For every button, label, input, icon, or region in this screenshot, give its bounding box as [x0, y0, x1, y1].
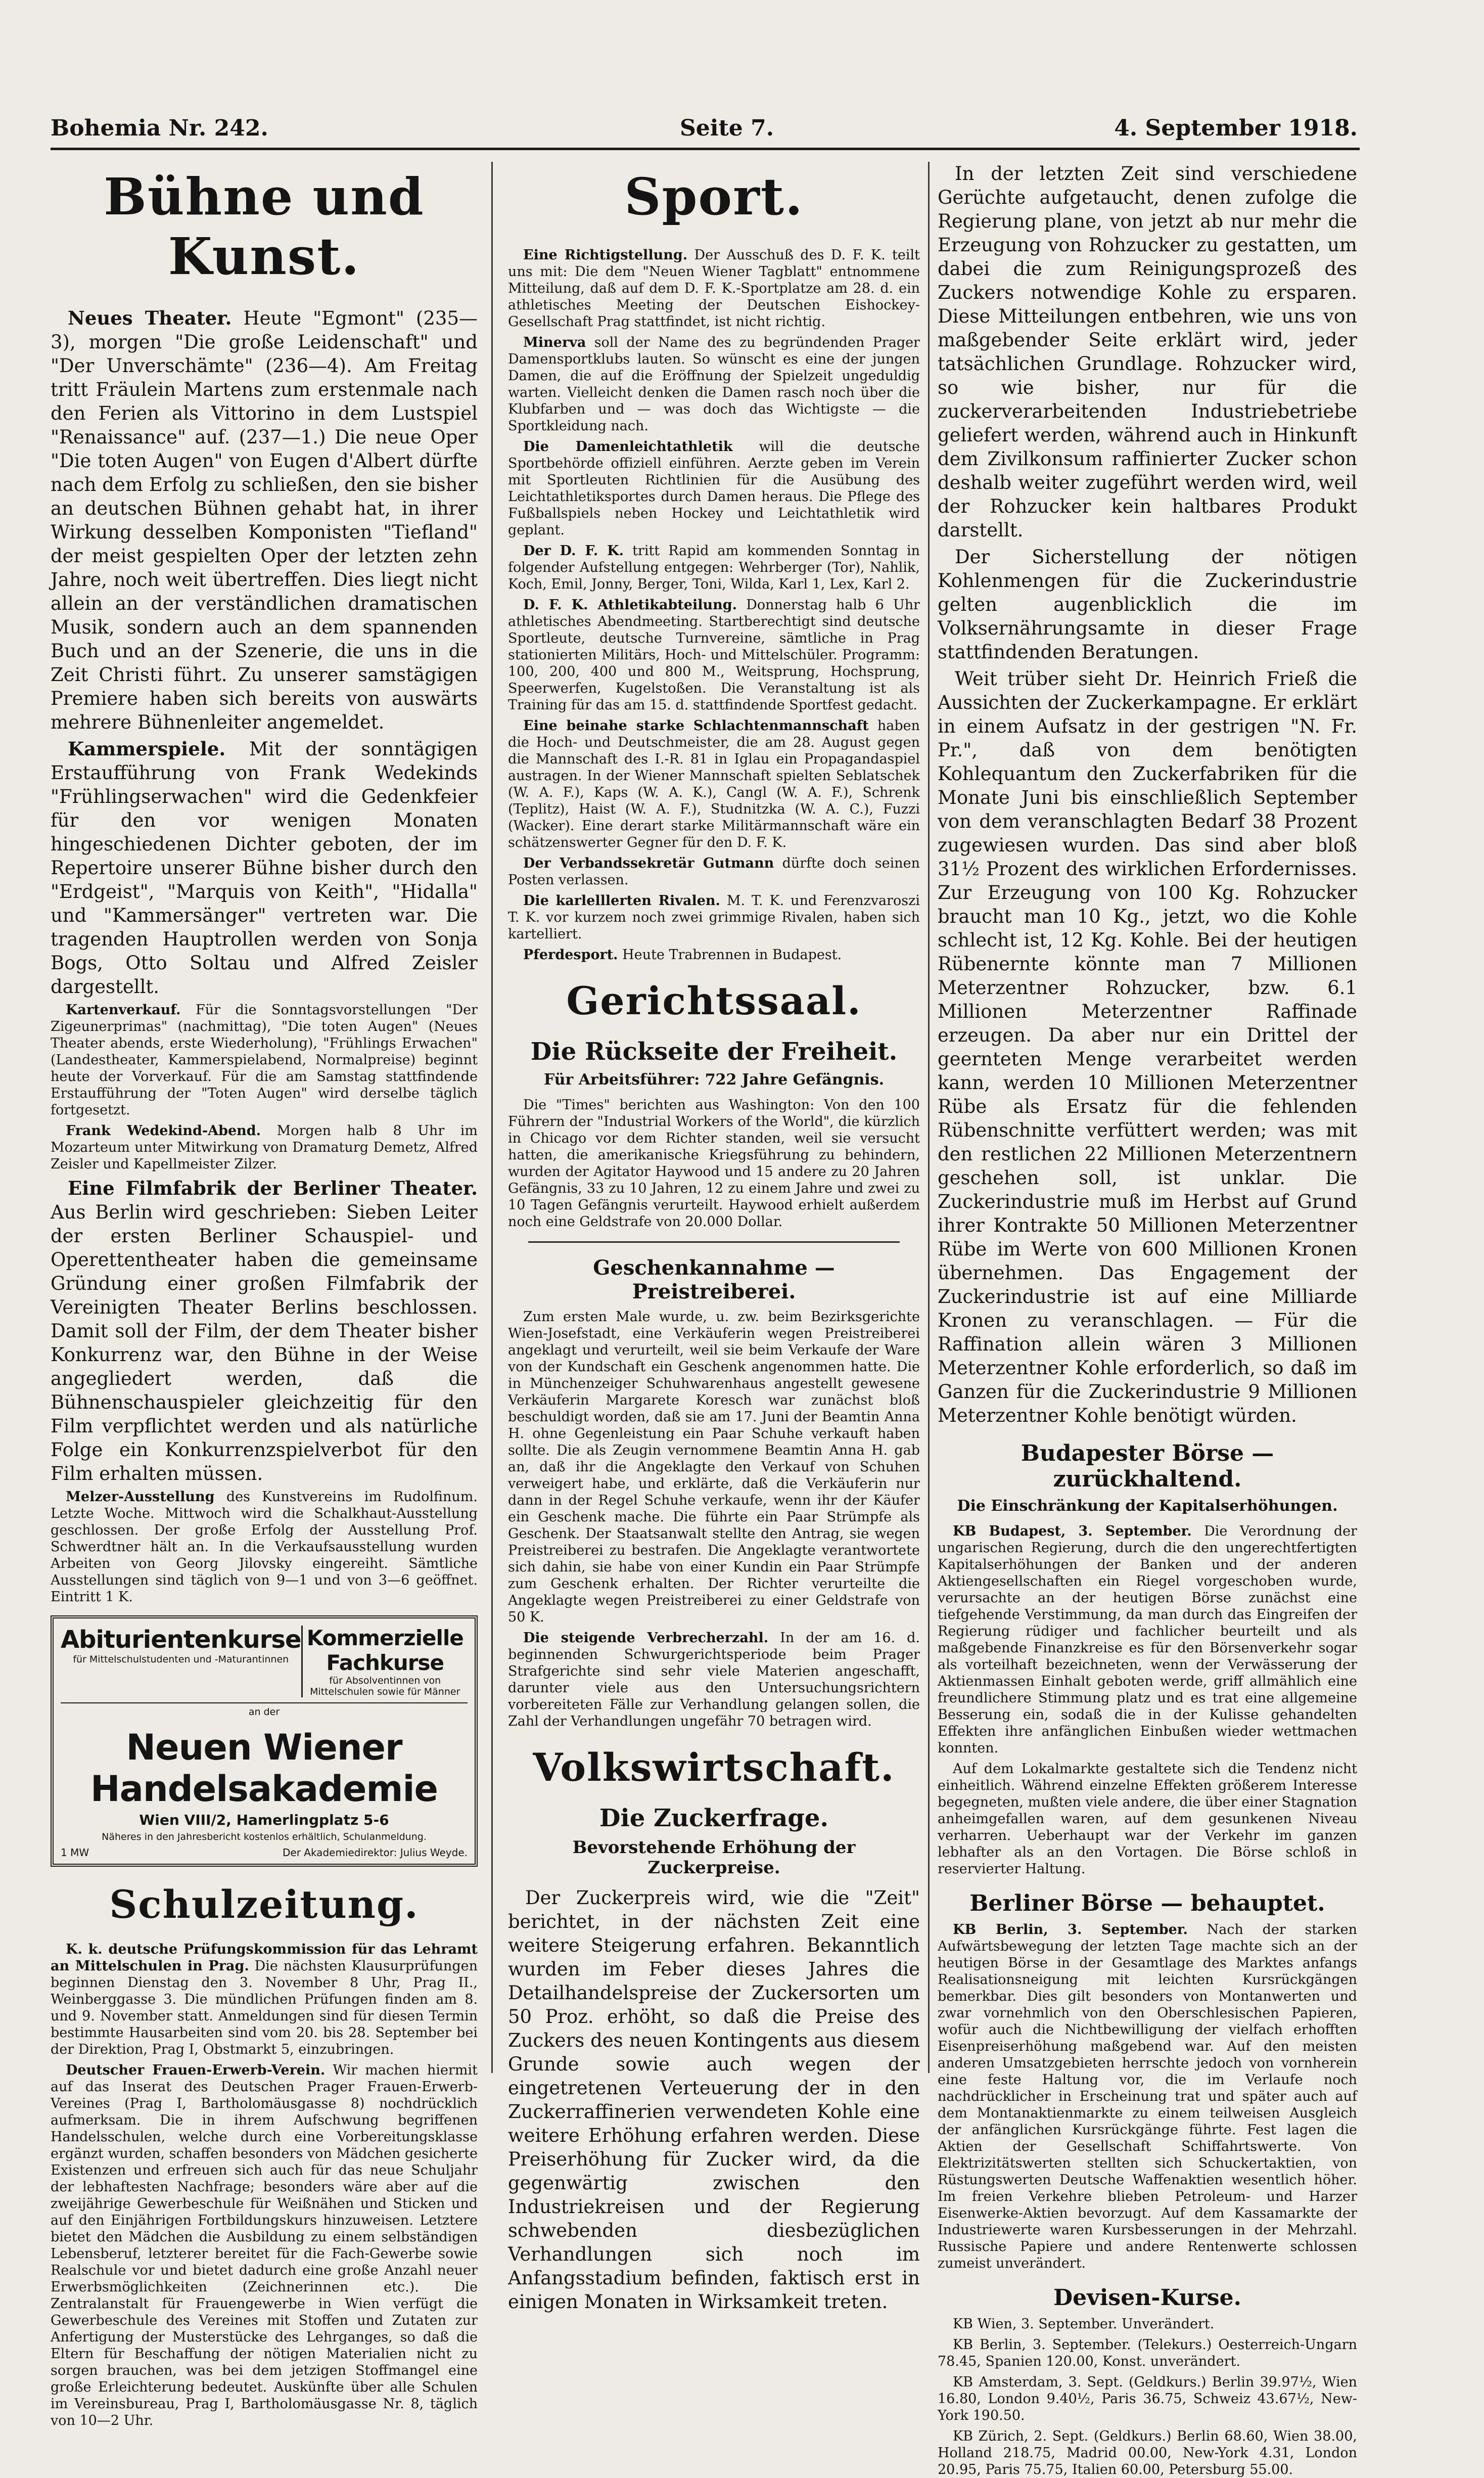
- section-title-gerichtssaal: Gerichtssaal.: [566, 978, 862, 1023]
- ad-right-sub: für Absolventinnen von Mittelschulen sowie für Männer: [310, 1675, 460, 1697]
- page-number: Seite 7.: [680, 115, 774, 141]
- headline-zuckerfrage: Die Zuckerfrage.: [599, 1804, 829, 1832]
- ad-right-block: [303, 1626, 468, 1697]
- sport-militaermannschaft: Eine beinahe starke Schlachtenmannschaft haben die Hoch- und Deutschmeister, die am 28. August gegen die Mannschaft des I.-R. 81 in Iglau ein Propagandaspiel austragen. In der Wiener Mannschaft spielten Seblatschek (W. A. F.), Kaps (W. A. K.), Cangl (W. A. F.), Schrenk (Teplitz), Haist (W. A. F.), Studnitzka (W. A. C.), Fuzzi (Wacker). Eine derart starke Militärmannschaft wäre ein schätzenswerter Gegner für den D. F. K.: [508, 718, 920, 850]
- ad-left-sub: für Mittelschulstudenten und -Maturantinnen: [73, 1654, 289, 1665]
- ad-footer-code: 1 MW: [61, 1846, 89, 1859]
- sport-athletikabteilung: D. F. K. Athletikabteilung. Donnerstag halb 6 Uhr athletisches Abendmeeting. Startberechtigt sind deutsche Sportleute, deutsche Turnvereine, sämtliche in Prag stationierten Militärs, Hoch- und Mittelschüler. Programm: 100, 200, 400 und 800 M., Weitsprung, Hochsprung, Speerwerfen, Kugelstoßen. Die Veranstaltung ist als Training für das am 15. d. stattfindende Sportfest gedacht.: [508, 597, 920, 713]
- section-title-sport: Sport.: [624, 167, 804, 227]
- ad-school-name: Neuen Wiener Handelsakademie: [90, 1727, 438, 1810]
- column-rule-1: [491, 162, 493, 2073]
- subheadline-rueckseite-freiheit: Für Arbeitsführer: 722 Jahre Gefängnis.: [543, 1071, 885, 1089]
- sport-dfk-aufstellung: Der D. F. K. tritt Rapid am kommenden Sonntag in folgender Aufstellung entgegen: Wehrberger (Tor), Nahlik, Koch, Emil, Jonny, Berger, Toni, Wilda, Karl 1, Lex, Karl 2.: [508, 543, 920, 592]
- notice-kartenverkauf: Kartenverkauf. Für die Sonntagsvorstellungen "Der Zigeunerprimas" (nachmittag), "Die toten Augen" (Neues Theater abends, erste Wiederholung), "Frühlings Erwachen" (Landestheater, Kammerspielabend, Normalpreise) beginnt heute der Vorverkauf. Für die am Samstag stattfindende Erstaufführung der "Toten Augen" wird derselbe täglich fortgesetzt.: [51, 1002, 478, 1118]
- article-rueckseite-freiheit: Die "Times" berichten aus Washington: Von den 100 Führern der "Industrial Workers of the World", die kürzlich in Chicago vor dem Richter standen, weil sie versucht hatten, die amerikanische Kriegsführung zu behindern, wurden der Agitator Haywood und 15 andere zu 20 Jahren Gefängnis, 33 zu 10 Jahren, 12 zu einem Jahre und zwei zu 10 Tagen Gefängnis verurteilt. Haywood erhielt außerdem noch eine Geldstrafe von 20.000 Dollar.: [508, 1097, 920, 1230]
- ad-note: Näheres in den Jahresbericht kostenlos erhältlich, Schulanmeldung.: [102, 1831, 427, 1842]
- column-rule-2: [928, 162, 930, 2073]
- notice-wedekind-abend: Frank Wedekind-Abend. Morgen halb 8 Uhr im Mozarteum unter Mitwirkung von Dramaturg Demetz, Alfred Zeisler und Kapellmeister Zilzer.: [51, 1123, 478, 1172]
- headline-budapester-boerse: Budapester Börse — zurückhaltend.: [1021, 1440, 1274, 1492]
- article-neues-theater: Neues Theater. Heute "Egmont" (235—3), morgen "Die große Leidenschaft" und "Der Unverschämte" (236—4). Am Freitag tritt Fräulein Martens zum erstenmale nach den Ferien als Vittorino in dem Lustspiel "Renaissance" auf. (237—1.) Die neue Oper "Die toten Augen" von Eugen d'Albert dürfte nach dem Erfolg zu schließen, den sie bisher an deutschen Bühnen gehabt hat, in ihrer Wirkung desselben Komponisten "Tiefland" der meist gespielten Oper der letzten zehn Jahre, noch weit übertreffen. Dies liegt nicht allein an der verständlichen dramatischen Musik, sondern auch an dem spannenden Buch und an der Szenerie, die uns in die Zeit Christi führt. Zu unserer samstägigen Premiere haben sich bereits von auswärts mehrere Bühnenleiter angemeldet.: [51, 307, 478, 733]
- divider: [528, 1241, 900, 1243]
- column-2: [508, 162, 920, 2313]
- subheadline-zuckerpreise: Bevorstehende Erhöhung der Zuckerpreise.: [572, 1837, 856, 1878]
- devisen-amsterdam: KB Amsterdam, 3. Sept. (Geldkurs.) Berlin 39.97½, Wien 16.80, London 9.40½, Paris 36.75, Schweiz 43.67½, New-York 190.50.: [938, 2374, 1357, 2423]
- ad-footer: [61, 1846, 468, 1859]
- notice-melzer-ausstellung: Melzer-Ausstellung des Kunstvereins im Rudolfinum. Letzte Woche. Mittwoch wird die Schalkhaut-Ausstellung geschlossen. Der große Erfolg der Ausstellung Prof. Schwerdtner hält an. In die Verkaufsausstellung wurden Arbeiten von Georg Jilovsky eingereiht. Sämtliche Ausstellungen sind täglich von 9—1 und von 3—6 geöffnet. Eintritt 1 K.: [51, 1489, 478, 1605]
- headline-rueckseite-freiheit: Die Rückseite der Freiheit.: [530, 1038, 898, 1066]
- issue-number: Bohemia Nr. 242.: [51, 115, 268, 141]
- sport-damenleichtathletik: Die Damenleichtathletik will die deutsche Sportbehörde offiziell einführen. Aerzte geben im Verein mit Sportleuten Richtlinien für die Ausübung des Leichtathletiksportes durch Damen heraus. Die Pflege des Fußballspiels neben Hockey und Leichtathletik wird geplant.: [508, 439, 920, 538]
- subheadline-kapitalserhoehungen: Die Einschränkung der Kapitalserhöhungen.: [957, 1497, 1338, 1515]
- ad-top-row: [61, 1626, 468, 1703]
- ad-an-der: an der: [248, 1706, 280, 1718]
- column-1: [51, 162, 478, 2428]
- sport-verbandssekretaer: Der Verbandssekretär Gutmann dürfte doch seinen Posten verlassen.: [508, 855, 920, 888]
- devisen-zuerich: KB Zürich, 2. Sept. (Geldkurs.) Berlin 68.60, Wien 38.00, Holland 218.75, Madrid 00.00, New-York 4.31, London 20.95, Paris 75.75, Italien 60.00, Petersburg 55.00.: [938, 2428, 1357, 2477]
- sport-pferdesport: Pferdesport. Heute Trabrennen in Budapest.: [523, 947, 842, 963]
- report-berlin: KB Berlin, 3. September. Nach der starken Aufwärtsbewegung der letzten Tage machte sich an der heutigen Börse in der Gesamtlage des Marktes anfangs Realisationsneigung mit leichten Kursrückgängen bemerkbar. Dies gilt besonders von Montanwerten und zwar vornehmlich von den Oberschlesischen Papieren, wofür auch die Nichtbewilligung der vielfach erhofften Eisenpreiserhöhung maßgebend war. Auf den meisten anderen Umsatzgebieten herrschte jedoch von vornherein eine feste Haltung vor, die im Verlaufe noch nachdrücklicher in Erscheinung trat und später auch auf dem Montanaktienmarkte zu einem teilweisen Ausgleich der anfänglichen Kursrückgänge führte. Fest lagen die Aktien der Gesellschaft Schiffahrtswerte. Von Elektrizitätswerten stellten sich Schuckertaktien, von Rüstungswerten Deutsche Waffenaktien wesentlich höher. Im freien Verkehre blieben Petroleum- und Harzer Eisenwerke-Aktien bevorzugt. Auf dem Kassamarkte der Industriewerte waren Kursbesserungen in der Mehrzahl. Russische Papiere und andere Rentenwerte schlossen zumeist unverändert.: [938, 1922, 1357, 2271]
- devisen-wien: KB Wien, 3. September. Unverändert.: [953, 2316, 1215, 2332]
- section-title-buehne: Bühne und Kunst.: [104, 167, 425, 286]
- article-geschenkannahme: Zum ersten Male wurde, u. zw. beim Bezirksgerichte Wien-Josefstadt, eine Verkäuferin wegen Preistreiberei angeklagt und verurteilt, weil sie beim Verkaufe der Ware von der Kundschaft ein Geschenk angenommen hatte. Die in Münchenzeiger Schuhwarenhaus angestellt gewesene Verkäuferin Margarete Koresch war zunächst bloß beschuldigt worden, daß sie am 17. Juni der Beamtin Anna H. ohne Gegenleistung ein Paar Schuhe verkauft haben sollte. Die als Zeugin vernommene Beamtin Anna H. gab an, daß ihr die Angeklagte den Verkauf von Schuhen verweigert habe, und erklärte, daß die Verkäuferin nur dann in der Regel Schuhe verkaufe, wenn ihr der Käufer ein Geschenk mache. Die führte ein Paar Strümpfe als Geschenk. Der Staatsanwalt stellte den Antrag, sie wegen Preistreiberei zu bestrafen. Die Angeklagte verantwortete sich dahin, sie habe von einer Kundin ein Paar Strümpfe zum Geschenk erhalten. Der Richter verurteilte die Angeklagte wegen Preistreiberei zu einer Geldstrafe von 50 K.: [508, 1309, 920, 1625]
- ad-left-title: Abiturientenkurse: [61, 1626, 301, 1654]
- headline-berliner-boerse: Berliner Börse — behauptet.: [969, 1890, 1325, 1916]
- sport-rivalen: Die karlelllerten Rivalen. M. T. K. und Ferenzvaroszi T. K. vor kurzem noch zwei grimmige Rivalen, haben sich kartelliert.: [508, 893, 920, 942]
- report-budapest-lokalmarkt: Auf dem Lokalmarkte gestaltete sich die Tendenz nicht einheitlich. Während einzelne Effekten größerem Interesse begegneten, mußten viele andere, die über einer Stagnation anheimgefallen waren, auf dem gesunkenen Niveau verharren. Ueberhaupt war der Verkehr im ganzen lebhafter als an den Vortagen. Die Börse schloß in reservierter Haltung.: [938, 1761, 1357, 1877]
- devisen-berlin: KB Berlin, 3. September. (Telekurs.) Oesterreich-Ungarn 78.45, Spanien 120.00, Konst. unverändert.: [938, 2337, 1357, 2369]
- headline-geschenkannahme: Geschenkannahme — Preistreiberei.: [593, 1256, 835, 1303]
- section-title-volkswirtschaft: Volkswirtschaft.: [533, 1745, 895, 1790]
- article-rohzucker: In der letzten Zeit sind verschiedene Gerüchte aufgetaucht, denen zufolge die Regierung plane, von jetzt ab nur mehr die Erzeugung von Rohzucker zu gestatten, um dabei die zum Reinigungsprozeß des Zuckers notwendige Kohle zu ersparen. Diese Mitteilungen entbehren, wie uns von maßgebender Seite erklärt wird, jeder tatsächlichen Grundlage. Rohzucker wird, so wie bisher, nur für die zuckerverarbeitenden Industriebetriebe geliefert werden, während auch in Hinkunft dem Zivilkonsum raffinierter Zucker schon deshalb weiter zugeführt werden wird, weil der Rohzucker kein haltbares Produkt darstellt.: [938, 163, 1357, 541]
- sport-richtigstellung: Eine Richtigstellung. Der Ausschuß des D. F. K. teilt uns mit: Die dem "Neuen Wiener Tagblatt" entnommene Mitteilung, daß auf dem D. F. K.-Sportplatze am 28. d. ein athletisches Meeting der Deutschen Eishockey-Gesellschaft Prag stattfindet, ist nicht richtig.: [508, 247, 920, 330]
- report-budapest: KB Budapest, 3. September. Die Verordnung der ungarischen Regierung, durch die den ungerechtfertigten Kapitalserhöhungen der Banken und der anderen Aktiengesellschaften ein Riegel vorgeschoben wurde, verursachte an der heutigen Börse zunächst eine tiefgehende Verstimmung, da man durch das Eingreifen der Regierung rüdiger und fachlicher beurteilt und als maßgebende Finanzkreise es für den Börsenverkehr sogar als vorteilhaft bezeichneten, wenn der Verwässerung der Aktienmassen Einhalt geboten werde, griff allmählich eine freundlichere Stimmung platz und es trat eine allgemeine Besserung ein, sodaß die in der Kulisse gehandelten Effekten ihre anfänglichen Einbußen wieder wettmachen konnten.: [938, 1523, 1358, 1756]
- advertisement-handelsakademie: [51, 1615, 478, 1867]
- ad-footer-director: Der Akademiedirektor: Julius Weyde.: [282, 1846, 468, 1859]
- article-filmfabrik: Eine Filmfabrik der Berliner Theater. Aus Berlin wird geschrieben: Sieben Leiter der ersten Berliner Schauspiel- und Operettentheater haben die gemeinsame Gründung einer großen Filmfabrik der Vereinigten Theater Berlins beschlossen. Damit soll der Film, der dem Theater bisher Konkurrenz war, den Bühne in der Weise angegliedert werden, daß die Bühnenschauspieler gleichzeitig für den Film verpflichtet werden und als natürliche Folge ein Konkurrenzspielverbot für den Film erhalten müssen.: [51, 1177, 478, 1484]
- article-verbrecherzahl: Die steigende Verbrecherzahl. In der am 16. d. beginnenden Schwurgerichtsperiode beim Prager Strafgerichte sind sehr viele Materien angeschafft, darunter viele aus den Untersuchungsrichtern vorbereiteten Fälle zur Verhandlung gelangen sollen, die Zahl der Verhandlungen ungefähr 70 betragen wird.: [508, 1630, 920, 1729]
- section-title-schulzeitung: Schulzeitung.: [109, 1882, 419, 1927]
- ad-left-block: [61, 1626, 303, 1697]
- article-zuckerkampagne: Weit trüber sieht Dr. Heinrich Frieß die Aussichten der Zuckerkampagne. Er erklärt in einem Aufsatz in der gestrigen "N. Fr. Pr.", daß von dem benötigten Kohlequantum den Zuckerfabriken für die Monate Juni bis einschließlich September von dem veranschlagten Bedarf 38 Prozent zugewiesen wurden. Das sind aber bloß 31½ Prozent des wirklichen Erfordernisses. Zur Erzeugung von 100 Kg. Rohzucker braucht man 10 Kg., jetzt, wo die Kohle schlecht ist, 12 Kg. Kohle. Bei der heutigen Rübenernte könnte man 7 Millionen Meterzentner Rohzucker, bzw. 6.1 Millionen Meterzentner Raffinade erzeugen. Da aber nur ein Drittel der geernteten Menge verarbeitet werden kann, werden 10 Millionen Meterzentner Rübe als Ersatz für die fehlenden Rübenschnitte verfüttert werden; was mit den restlichen 22 Millionen Meterzentnern geschehen soll, ist unklar. Die Zuckerindustrie muß im Herbst auf Grund ihrer Kontrakte 50 Millionen Meterzentner Rübe im Werte von 600 Millionen Kronen übernehmen. Das Engagement der Zuckerindustrie ist auf eine Milliarde Kronen zu veranschlagen. — Für die Raffination allein wären 3 Millionen Meterzentner Kohle erforderlich, so daß im Ganzen für die Zuckerindustrie 9 Millionen Meterzentner Kohle benötigt würden.: [938, 668, 1357, 1426]
- column-3: [938, 162, 1358, 2477]
- ad-right-title: Kommerzielle Fachkurse: [306, 1626, 463, 1675]
- ad-address: Wien VIII/2, Hamerlingplatz 5-6: [139, 1812, 389, 1828]
- notice-frauen-erwerb-verein: Deutscher Frauen-Erwerb-Verein. Wir machen hiermit auf das Inserat des Deutschen Prager Frauen-Erwerb-Vereines (Prag I, Bartholomäusgasse 8) nochdrücklich aufmerksam. Die in ihrem Aufschwung begriffenen Handelsschulen, welche durch eine Vorbereitungsklasse ergänzt wurden, schaffen besonders von Mädchen gesicherte Existenzen und erfreuen sich auch für das neue Schuljahr der lebhaftesten Nachfrage; besonders wäre aber auf die zweijährige Gewerbeschule für Weißnähen und Sticken und auf den Einjährigen Fortbildungskurs hinzuweisen. Letztere bietet den Mädchen die Ausbildung zu einem selbständigen Lebensberuf, letzterer bereitet für die Fach-Gewerbe sowie Realschule vor und bietet dadurch eine große Anzahl neuer Erwerbsmöglichkeiten (Zeichnerinnen etc.). Die Zentralanstalt für Frauengewerbe in Wien verfügt die Gewerbeschule des Vereines mit Stoffen und Zutaten zur Anfertigung der Musterstücke des Lehrganges, so daß die Eltern für Beschaffung der nötigen Materialien nicht zu sorgen brauchen, was bei dem jetzigen Stoffmangel eine große Erleichterung bedeutet. Auskünfte über alle Schulen im Vereinsbureau, Prag I, Bartholomäusgasse Nr. 8, täglich von 10—2 Uhr.: [51, 2062, 478, 2428]
- headline-devisen-kurse: Devisen-Kurse.: [1053, 2285, 1241, 2311]
- issue-date: 4. September 1918.: [1114, 115, 1358, 141]
- notice-pruefungskommission: K. k. deutsche Prüfungskommission für das Lehramt an Mittelschulen in Prag. Die nächsten Klausurprüfungen beginnen Dienstag den 3. November 8 Uhr, Prag II., Weinberggasse 3. Die mündlichen Prüfungen finden am 8. und 9. November statt. Anmeldungen sind für diesen Termin bestimmte Hausarbeiten sind vom 20. bis 28. September bei der Direktion, Prag I, Obstmarkt 5, einzubringen.: [51, 1942, 478, 2057]
- sport-minerva: Minerva soll der Name des zu begründenden Prager Damensportklubs lauten. So wünscht es eine der jungen Damen, die auf die Eröffnung der Spielzeit ungeduldig warten. Vielleicht denken die Damen rasch noch über die Klubfarben und — was doch das Wichtigste — die Sportkleidung nach.: [508, 335, 920, 434]
- article-kammerspiele: Kammerspiele. Mit der sonntägigen Erstaufführung von Frank Wedekinds "Frühlingserwachen" wird die Gedenkfeier für den vor wenigen Monaten hingeschiedenen Dichter geboten, der im Repertoire unserer Bühne bisher durch den "Erdgeist", "Marquis von Keith", "Hidalla" und "Kammersänger" vertreten war. Die tragenden Hauptrollen werden von Sonja Bogs, Otto Soltau und Alfred Zeisler dargestellt.: [51, 738, 478, 998]
- article-kohlenmengen: Der Sicherstellung der nötigen Kohlenmengen für die Zuckerindustrie gelten augenblicklich die im Volksernährungsamte in dieser Frage stattfindenden Beratungen.: [938, 546, 1357, 663]
- header-rule: [51, 148, 1360, 150]
- article-zuckerpreis: Der Zuckerpreis wird, wie die "Zeit" berichtet, in der nächsten Zeit eine weitere Steigerung erfahren. Bekanntlich wurden im Feber dieses Jahres die Detailhandelspreise der Zuckersorten um 50 Proz. erhöht, so daß die Preise des Zuckers des neuen Kontingents aus diesem Grunde sowie auch wegen der eingetretenen Verteuerung der in den Zuckerraffinerien verwendeten Kohle eine weitere Erhöhung erfahren werden. Diese Preiserhöhung für Zucker wird, da die gegenwärtig zwischen den Industriekreisen und der Regierung schwebenden diesbezüglichen Verhandlungen sich noch im Anfangsstadium befinden, faktisch erst in einigen Monaten in Wirksamkeit treten.: [508, 1887, 920, 2313]
